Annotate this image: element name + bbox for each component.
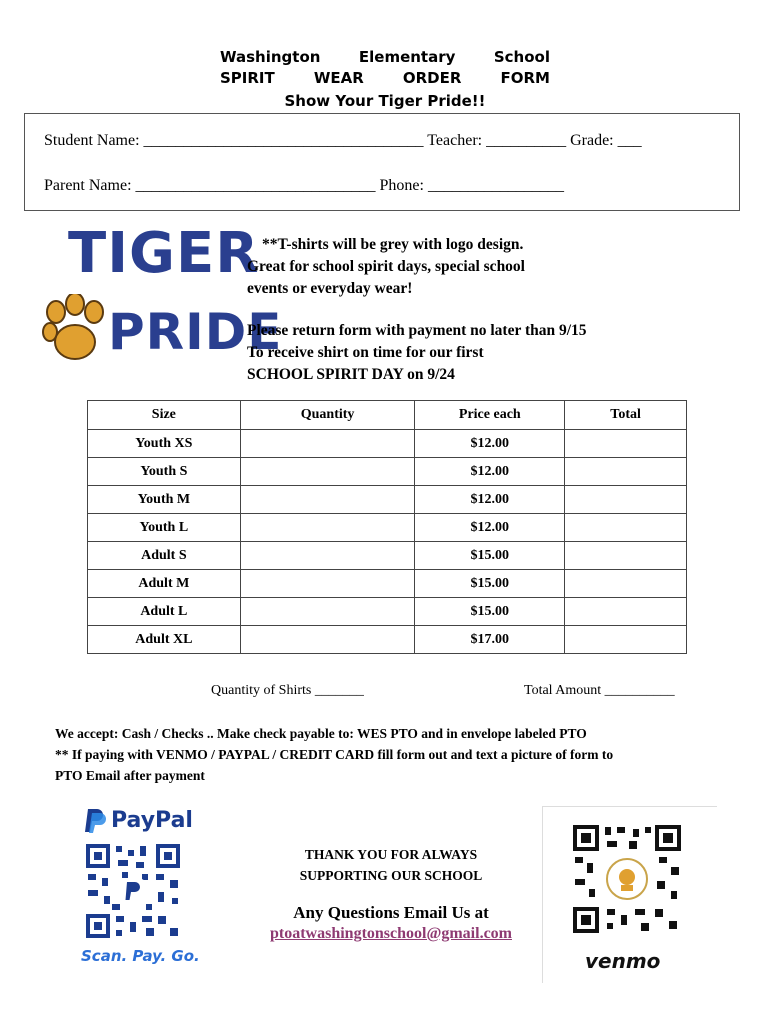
header-line-1 [220,47,550,68]
payment-info-line: We accept: Cash / Checks .. Make check payable to: WES PTO and in envelope labeled PTO [55,726,587,741]
shirt-note: **T-shirts will be grey with logo design. [262,236,524,253]
total-amount-field[interactable]: Total Amount __________ [524,683,675,698]
price-cell: $15.00 [415,570,565,598]
header-line-2 [220,68,550,89]
paypal-qr-code-icon[interactable] [84,842,182,940]
table-header-row [88,401,687,430]
payment-info-line: ** If paying with VENMO / PAYPAL / CREDIT CARD fill form out and text a picture of form to [55,747,614,762]
total-cell[interactable] [565,514,687,542]
header-word: ORDER [402,69,462,87]
logo-word-tiger: TIGER [68,221,260,286]
paypal-block [80,806,210,976]
price-cell: $12.00 [415,430,565,458]
size-cell: Youth L [88,514,241,542]
quantity-cell[interactable] [240,458,415,486]
thank-you-line: THANK YOU FOR ALWAYS [304,847,478,862]
header-word: FORM [500,69,550,87]
questions-heading: Any Questions Email Us at [293,903,489,922]
table-row [88,598,687,626]
total-cell[interactable] [565,458,687,486]
price-cell: $12.00 [415,514,565,542]
pto-email-link[interactable]: ptoatwashingtonschool@gmail.com [269,925,512,942]
quantity-cell[interactable] [240,514,415,542]
size-cell: Adult M [88,570,241,598]
price-cell: $12.00 [415,458,565,486]
header-word: School [493,48,550,66]
shirt-note: Great for school spirit days, special school [247,258,525,275]
parent-name-line[interactable]: Parent Name: ______________________________ Phone: _________________ [44,177,564,194]
column-header-size: Size [88,401,241,430]
paypal-slogan: Scan. Pay. Go. [81,947,200,965]
size-cell: Adult L [88,598,241,626]
venmo-qr-code-icon[interactable] [571,823,683,935]
price-cell: $15.00 [415,542,565,570]
size-cell: Youth M [88,486,241,514]
table-row [88,458,687,486]
venmo-name: venmo [585,949,661,973]
paw-print-icon [42,294,108,364]
quantity-cell[interactable] [240,430,415,458]
total-cell[interactable] [565,430,687,458]
logo-word-pride: PRIDE [108,303,283,361]
tiger-pride-logo [40,221,283,372]
header-word: Washington [220,48,321,66]
venmo-block [542,806,717,983]
table-row [88,570,687,598]
deadline-note: Please return form with payment no later than 9/15 [247,322,587,339]
order-table [87,400,687,654]
quantity-cell[interactable] [240,598,415,626]
shirt-note: events or everyday wear! [247,280,413,297]
quantity-cell[interactable] [240,542,415,570]
student-name-line[interactable]: Student Name: ___________________________________ Teacher: __________ Grade: ___ [44,132,642,149]
table-row [88,542,687,570]
total-cell[interactable] [565,570,687,598]
header-word: WEAR [313,69,364,87]
table-row [88,514,687,542]
column-header-price: Price each [415,401,565,430]
header-tagline: Show Your Tiger Pride!! [284,92,486,110]
price-cell: $12.00 [415,486,565,514]
total-cell[interactable] [565,626,687,654]
deadline-note: To receive shirt on time for our first [247,344,484,361]
total-cell[interactable] [565,486,687,514]
price-cell: $17.00 [415,626,565,654]
total-cell[interactable] [565,598,687,626]
total-cell[interactable] [565,542,687,570]
table-row [88,626,687,654]
header-word: SPIRIT [220,69,275,87]
size-cell: Youth XS [88,430,241,458]
deadline-note: SCHOOL SPIRIT DAY on 9/24 [247,366,455,383]
quantity-cell[interactable] [240,486,415,514]
size-cell: Adult XL [88,626,241,654]
column-header-total: Total [565,401,687,430]
size-cell: Youth S [88,458,241,486]
price-cell: $15.00 [415,598,565,626]
quantity-of-shirts-field[interactable]: Quantity of Shirts _______ [211,683,364,698]
thank-you-line: SUPPORTING OUR SCHOOL [299,868,483,883]
paypal-name: PayPal [111,808,193,833]
table-row [88,486,687,514]
column-header-quantity: Quantity [240,401,415,430]
quantity-cell[interactable] [240,570,415,598]
size-cell: Adult S [88,542,241,570]
table-row [88,430,687,458]
student-info-box [24,113,740,211]
paypal-logo-icon [84,808,106,834]
quantity-cell[interactable] [240,626,415,654]
header-word: Elementary [358,48,456,66]
payment-info-line: PTO Email after payment [55,768,205,783]
